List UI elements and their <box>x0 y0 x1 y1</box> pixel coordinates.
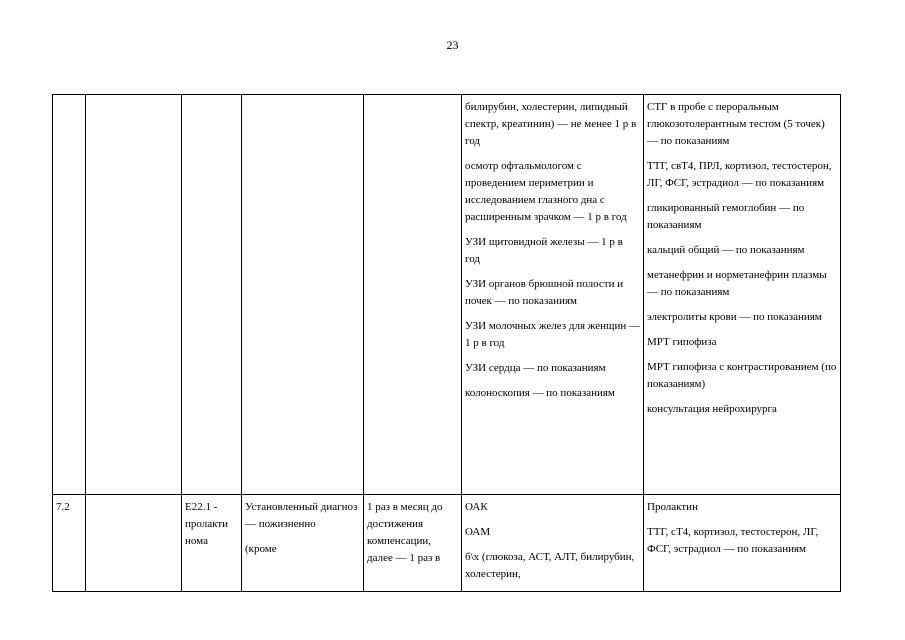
exam-item: ОАМ <box>465 526 491 538</box>
exam-item: колоноскопия — по показаниям <box>465 387 615 399</box>
table-row <box>53 95 841 495</box>
observation-table <box>52 94 841 592</box>
row-number-cell <box>53 95 86 495</box>
additional-exams-cell <box>644 495 841 592</box>
additional-item: ТТГ, свТ4, ПРЛ, кортизол, тестостерон, ЛГ, ФСГ, эстрадиол — по показаниям <box>647 160 832 189</box>
exam-item: УЗИ молочных желез для женщин — 1 р в год <box>465 320 640 349</box>
additional-item: ТТГ, сТ4, кортизол, тестостерон, ЛГ, ФСГ, эстрадиол — по показаниям <box>647 526 819 555</box>
exam-item: осмотр офтальмологом с проведением периметрии и исследованием глазного дна с расширенным зрачком — 1 р в год <box>465 160 627 223</box>
empty-cell <box>86 95 182 495</box>
duration-cell <box>242 95 364 495</box>
exam-item: УЗИ щитовидной железы — 1 р в год <box>465 236 623 265</box>
icd-code-cell <box>182 95 242 495</box>
duration-cell <box>242 495 364 592</box>
additional-item: Пролактин <box>647 501 698 513</box>
exam-item: УЗИ органов брюшной полости и почек — по показаниям <box>465 278 624 307</box>
exams-cell <box>462 95 644 495</box>
additional-item: МРТ гипофиза <box>647 336 717 348</box>
exam-item: ОАК <box>465 501 488 513</box>
additional-item: электролиты крови — по показаниям <box>647 311 822 323</box>
additional-item: гликированный гемоглобин — по показаниям <box>647 202 805 231</box>
page-number: 23 <box>446 38 459 52</box>
additional-item: МРТ гипофиза с контрастированием (по показаниям) <box>647 361 837 390</box>
additional-item: консультация нейрохирурга <box>647 403 777 415</box>
table-row <box>53 495 841 592</box>
row-number-cell: 7.2 <box>53 495 86 592</box>
frequency-cell: 1 раз в месяц до достижения компенсации, далее — 1 раз в <box>364 495 462 592</box>
exam-item: УЗИ сердца — по показаниям <box>465 362 606 374</box>
exam-item: б\х (глюкоза, АСТ, АЛТ, билирубин, холестерин, <box>465 551 635 580</box>
icd-code-cell: E22.1 - пролакти нома <box>182 495 242 592</box>
additional-exams-cell <box>644 95 841 495</box>
additional-item: метанефрин и норметанефрин плазмы — по показаниям <box>647 269 827 298</box>
duration-item: Установленный диагноз — пожизненно <box>245 501 358 530</box>
additional-item: кальций общий — по показаниям <box>647 244 805 256</box>
additional-item: СТГ в пробе с пероральным глюкозотолерантным тестом (5 точек) — по показаниям <box>647 101 825 147</box>
duration-item: (кроме <box>245 543 277 555</box>
exam-item: билирубин, холестерин, липидный спектр, креатинин) — не менее 1 р в год <box>465 101 637 147</box>
exams-cell <box>462 495 644 592</box>
frequency-cell <box>364 95 462 495</box>
empty-cell <box>86 495 182 592</box>
